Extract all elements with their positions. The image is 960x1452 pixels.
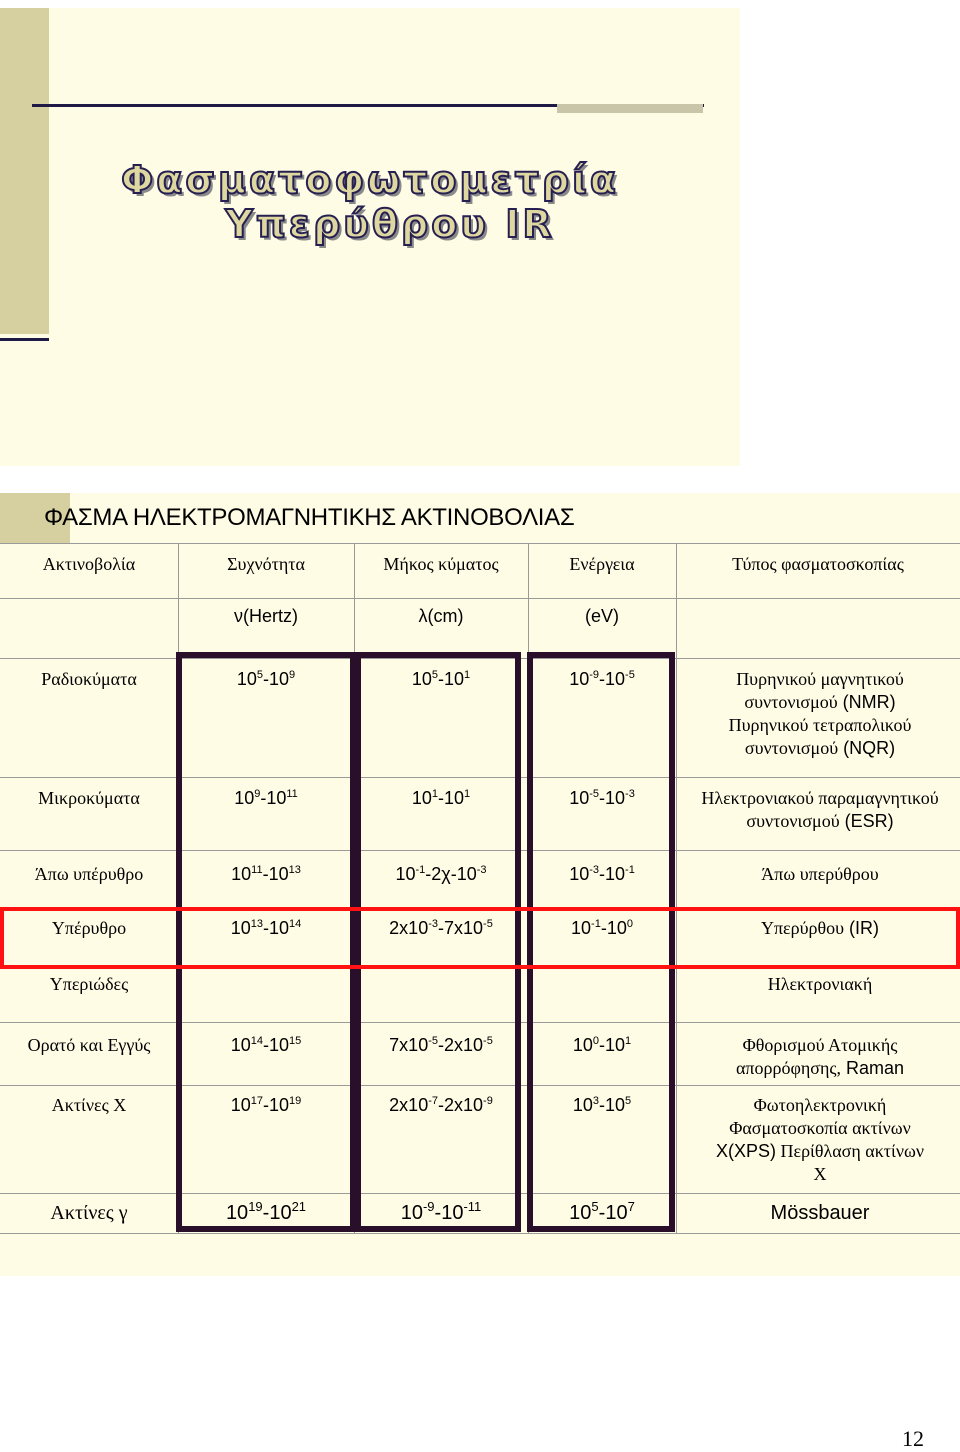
value-base: 10 [441, 1202, 464, 1224]
value-exponent: 14 [289, 918, 302, 930]
value-base: 10 [230, 1095, 251, 1115]
value-base: 10 [605, 669, 626, 689]
value-base: 2x10 [389, 918, 429, 938]
table-unit-text: (eV) [584, 606, 619, 626]
spectroscopy-line [686, 714, 954, 737]
value-base: 10 [268, 864, 289, 884]
value-base: 10 [569, 864, 590, 884]
value-range-dash: - [438, 1095, 444, 1115]
table-radiation-cell [0, 668, 178, 691]
table-header-cell [178, 553, 354, 576]
spectroscopy-text: Περίθλαση ακτίνων [776, 1141, 924, 1161]
table-row-divider [0, 1233, 960, 1234]
value-exponent: 0 [592, 1035, 599, 1047]
value-range-dash: - [599, 669, 605, 689]
spectroscopy-text: Ηλεκτρονιακού παραμαγνητικού [701, 788, 939, 808]
value-exponent: 5 [625, 1095, 632, 1107]
spectroscopy-text: X(XPS) [716, 1141, 777, 1161]
value-exponent: 11 [251, 864, 263, 876]
slide-heading: ΦΑΣΜΑ ΗΛΕΚΤΡΟΜΑΓΝΗΤΙΚΗΣ ΑΚΤΙΝΟΒΟΛΙΑΣ [44, 504, 575, 531]
value-exponent: -1 [591, 918, 601, 930]
spectroscopy-line [686, 810, 954, 833]
value-base: 10 [269, 1095, 290, 1115]
spectroscopy-abbrev: (NMR) [837, 692, 896, 712]
spectroscopy-text: Υπερύρθου [760, 918, 845, 938]
value-range-dash: - [598, 1202, 606, 1224]
value-range-dash: - [263, 669, 269, 689]
spectroscopy-text: Άπω υπερύθρου [761, 864, 879, 884]
table-spectroscopy-cell [686, 668, 954, 760]
value-base: 2χ-10 [431, 864, 477, 884]
value-base: 10 [269, 1035, 290, 1055]
value-base: 10 [572, 1095, 593, 1115]
value-exponent: 14 [250, 1035, 263, 1047]
value-exponent: -5 [483, 1035, 493, 1047]
value-exponent: 15 [289, 1035, 302, 1047]
value-base: 10 [569, 1202, 592, 1224]
spectroscopy-text: Πυρηνικού τετραπολικού [728, 715, 912, 735]
value-range-dash: - [263, 1095, 269, 1115]
radiation-name: Ακτίνες Χ [51, 1095, 127, 1115]
spectroscopy-text: Χ [813, 1164, 827, 1184]
value-base: 10 [231, 864, 252, 884]
value-base: 7x10 [389, 1035, 429, 1055]
table-header-cell [676, 553, 960, 576]
spectroscopy-line [686, 1140, 954, 1163]
spectroscopy-text: συντονισμού [746, 811, 840, 831]
value-range-dash: - [438, 669, 444, 689]
table-spectroscopy-cell [686, 863, 954, 886]
value-base: 10 [605, 1095, 626, 1115]
spectroscopy-line [686, 1094, 954, 1117]
table-header-text: Ακτινοβολία [42, 554, 136, 574]
table-unit-text: ν(Hertz) [234, 606, 298, 626]
spectroscopy-line [686, 973, 954, 996]
value-base: 10 [400, 1202, 423, 1224]
spectroscopy-line [686, 668, 954, 691]
value-exponent: 0 [626, 918, 633, 930]
value-exponent: 9 [254, 788, 261, 800]
value-range-dash: - [599, 1035, 605, 1055]
value-base: 2x10 [389, 1095, 429, 1115]
decorative-top-accent [557, 104, 703, 113]
value-base: 10 [444, 669, 465, 689]
spectroscopy-text: Φθορισμού Ατομικής [742, 1035, 898, 1055]
value-exponent: -7 [428, 1095, 438, 1107]
value-range-dash: - [263, 918, 269, 938]
radiation-name: Ραδιοκύματα [41, 669, 137, 689]
spectroscopy-line [686, 1057, 954, 1080]
table-radiation-cell [0, 863, 178, 886]
value-base: 10 [230, 1035, 251, 1055]
spectroscopy-abbrev: (ESR) [839, 811, 894, 831]
table-header-cell [528, 553, 676, 576]
table-radiation-cell [0, 1034, 178, 1057]
value-exponent: -3 [428, 918, 438, 930]
value-exponent: -9 [483, 1095, 493, 1107]
spectroscopy-text: συντονισμού [744, 692, 838, 712]
table-spectroscopy-cell [686, 1094, 954, 1186]
table-column-divider [676, 543, 677, 1233]
spectroscopy-text: Φασματοσκοπία ακτίνων [729, 1118, 911, 1138]
value-exponent: 1 [464, 669, 471, 681]
value-base: 2x10 [444, 1035, 484, 1055]
page-number: 12 [902, 1426, 924, 1451]
infrared-row-highlight [0, 907, 960, 969]
spectroscopy-text: απορρόφησης, [735, 1058, 841, 1078]
value-base: 10 [225, 1202, 249, 1224]
value-base: 10 [605, 1202, 628, 1224]
value-exponent: -5 [589, 788, 599, 800]
value-exponent: 19 [289, 1095, 302, 1107]
table-header-text: Συχνότητα [227, 554, 305, 574]
table-radiation-cell [0, 1202, 178, 1225]
spectroscopy-text: Ηλεκτρονιακή [767, 974, 873, 994]
value-exponent: 1 [431, 788, 438, 800]
value-exponent: -3 [589, 864, 599, 876]
value-exponent: -11 [463, 1199, 482, 1214]
value-exponent: 13 [250, 918, 263, 930]
table-header-text: Μήκος κύματος [383, 554, 499, 574]
table-unit-cell [354, 605, 528, 628]
value-exponent: 11 [286, 788, 298, 800]
radiation-name: Ορατό και Εγγύς [27, 1035, 151, 1055]
value-base: 10 [605, 788, 626, 808]
spectrum-slide [0, 493, 960, 1276]
table-radiation-cell [0, 787, 178, 810]
value-exponent: 1 [464, 788, 471, 800]
value-base: 10 [236, 669, 257, 689]
value-base: 10 [571, 918, 592, 938]
radiation-name: Άπω υπέρυθρο [34, 864, 144, 884]
title-slide [0, 8, 740, 466]
value-exponent: -1 [625, 864, 635, 876]
value-base: 10 [411, 669, 432, 689]
spectroscopy-line [686, 1034, 954, 1057]
value-range-dash: - [434, 1202, 442, 1224]
value-base: 10 [269, 918, 290, 938]
table-spectroscopy-cell [686, 1034, 954, 1080]
table-header-cell [0, 553, 178, 576]
value-range-dash: - [260, 788, 267, 808]
value-base: 10 [269, 669, 290, 689]
spectroscopy-line [686, 691, 954, 714]
spectroscopy-line [686, 1117, 954, 1140]
value-range-dash: - [599, 864, 605, 884]
value-range-dash: - [600, 918, 607, 938]
value-exponent: 5 [431, 669, 438, 681]
table-spectroscopy-cell [686, 973, 954, 996]
value-exponent: 17 [250, 1095, 263, 1107]
value-base: 10 [572, 1035, 593, 1055]
value-range-dash: - [263, 1035, 269, 1055]
value-base: 10 [269, 1202, 292, 1224]
value-exponent: 9 [289, 669, 296, 681]
value-base: 2x10 [444, 1095, 484, 1115]
table-header-cell [354, 553, 528, 576]
value-base: 10 [605, 864, 626, 884]
value-base: 10 [266, 788, 287, 808]
table-unit-cell [178, 605, 354, 628]
table-unit-text: λ(cm) [418, 606, 464, 626]
table-row-divider [0, 598, 960, 599]
spectroscopy-text: συντονισμού [744, 738, 839, 758]
radiation-name: Υπέρυθρο [51, 918, 127, 938]
value-base: 10 [606, 918, 627, 938]
value-range-dash: - [599, 1095, 605, 1115]
spectroscopy-abbrev: (NQR) [838, 738, 896, 758]
spectroscopy-text: Πυρηνικού μαγνητικού [736, 669, 904, 689]
value-range-dash: - [425, 864, 432, 884]
table-unit-cell [528, 605, 676, 628]
spectroscopy-text: Φωτοηλεκτρονική [753, 1095, 887, 1115]
value-exponent: 1 [625, 1035, 632, 1047]
table-row-divider [0, 543, 960, 544]
value-base: 10 [569, 788, 590, 808]
value-base: 10 [411, 788, 432, 808]
radiation-name: Μικροκύματα [38, 788, 140, 808]
spectroscopy-line [686, 737, 954, 760]
spectroscopy-text: Mössbauer [770, 1202, 870, 1224]
value-exponent: 5 [256, 669, 263, 681]
radiation-name: Υπεριώδες [49, 974, 129, 994]
value-base: 10 [444, 788, 465, 808]
value-base: 10 [230, 918, 251, 938]
value-base: 10 [395, 864, 416, 884]
value-range-dash: - [599, 788, 605, 808]
value-exponent: 19 [248, 1199, 263, 1214]
value-exponent: -9 [589, 669, 599, 681]
spectroscopy-line [686, 863, 954, 886]
table-radiation-cell [0, 973, 178, 996]
value-base: 10 [569, 669, 590, 689]
decorative-side-line [0, 338, 49, 341]
value-range-dash: - [438, 918, 444, 938]
table-header-text: Ενέργεια [569, 554, 635, 574]
value-exponent: -3 [625, 788, 635, 800]
value-range-dash: - [262, 1202, 270, 1224]
spectroscopy-line [686, 1202, 954, 1225]
value-base: 10 [605, 1035, 626, 1055]
slide-title [0, 158, 740, 246]
value-exponent: 3 [592, 1095, 599, 1107]
value-exponent: -1 [415, 864, 426, 876]
value-range-dash: - [262, 864, 269, 884]
value-range-dash: - [438, 788, 444, 808]
table-spectroscopy-cell [686, 1202, 954, 1225]
value-base: 7x10 [444, 918, 484, 938]
value-exponent: -5 [625, 669, 635, 681]
spectroscopy-abbrev: Raman [841, 1058, 905, 1078]
table-header-text: Τύπος φασματοσκοπίας [732, 554, 904, 574]
slide-title-line2: Υπερύθρου IR [225, 202, 555, 246]
radiation-name: Ακτίνες γ [50, 1202, 128, 1224]
table-radiation-cell [0, 1094, 178, 1117]
slide-title-line1: Φασματοφωτομετρία [120, 158, 620, 202]
value-exponent: 5 [591, 1199, 599, 1214]
spectroscopy-line [686, 787, 954, 810]
value-exponent: 21 [291, 1199, 307, 1214]
value-exponent: -9 [422, 1199, 435, 1214]
value-exponent: 7 [627, 1199, 635, 1214]
value-exponent: -5 [428, 1035, 438, 1047]
value-exponent: -5 [483, 918, 493, 930]
value-range-dash: - [438, 1035, 444, 1055]
spectroscopy-abbrev: (IR) [844, 918, 880, 938]
table-spectroscopy-cell [686, 787, 954, 833]
value-base: 10 [234, 788, 255, 808]
value-exponent: 13 [288, 864, 301, 876]
value-exponent: -3 [476, 864, 487, 876]
spectroscopy-line [686, 1163, 954, 1186]
